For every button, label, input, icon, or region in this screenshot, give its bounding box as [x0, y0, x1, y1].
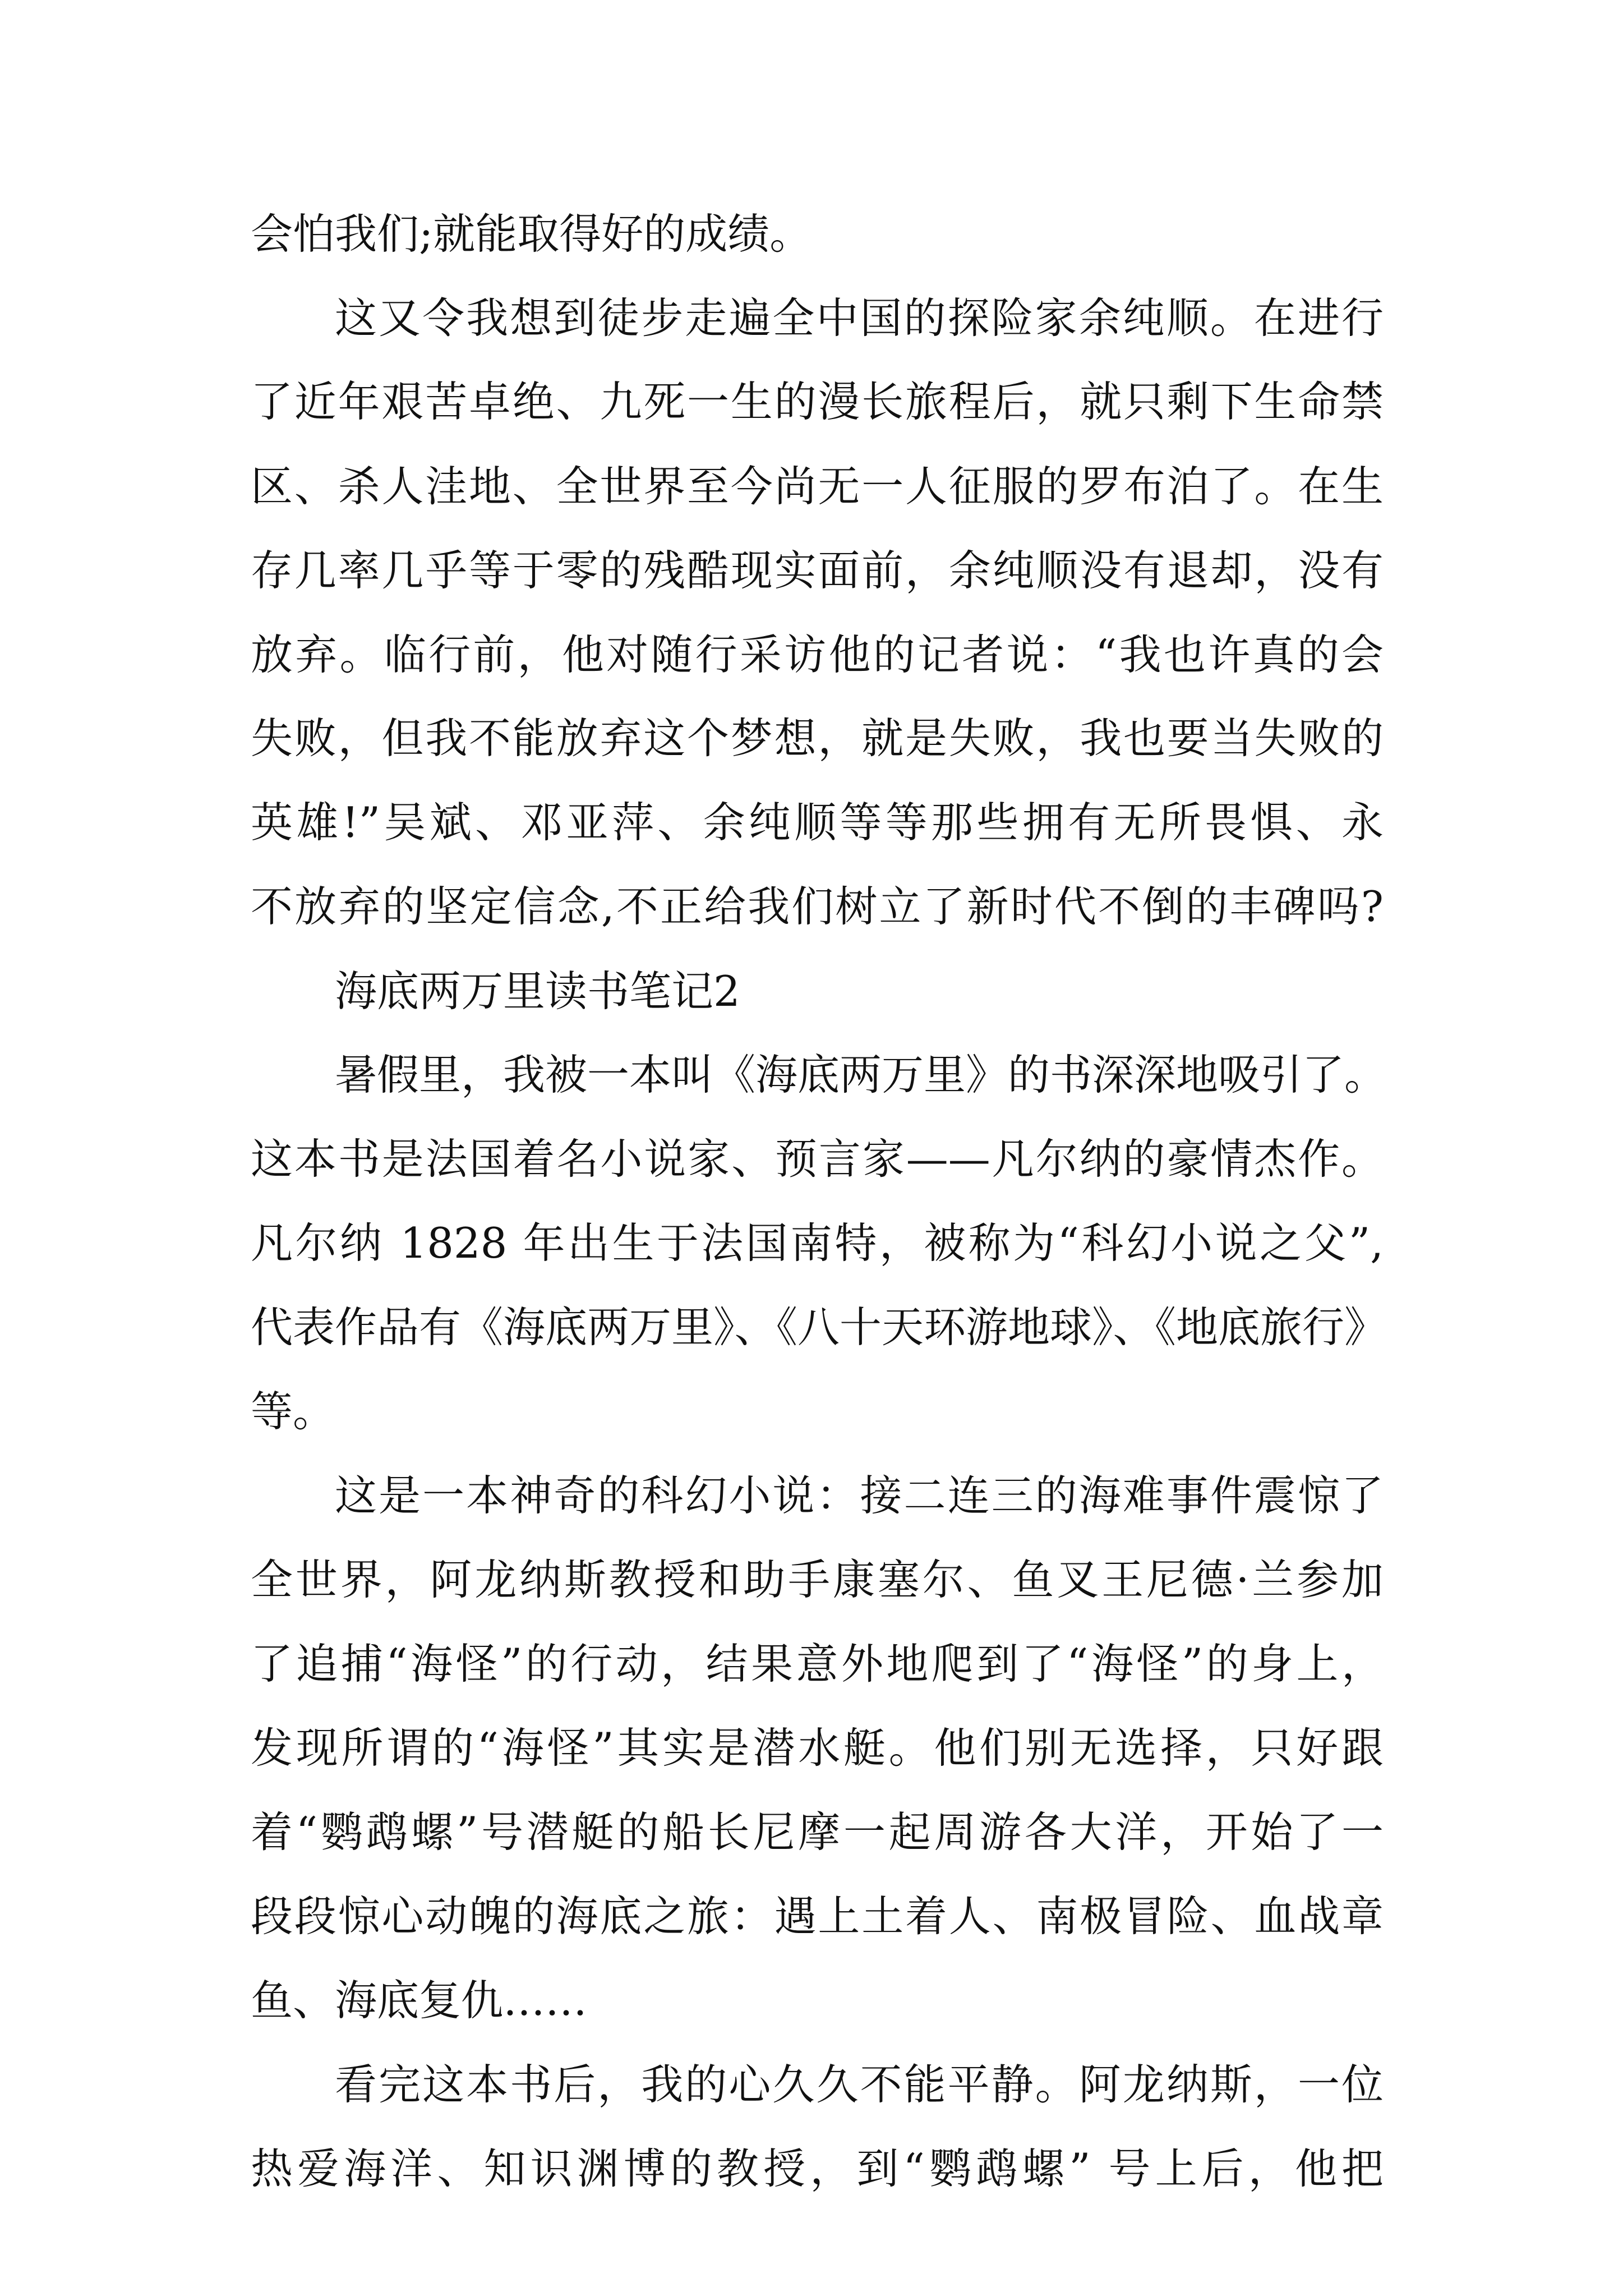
paragraph-line: 会怕我们;就能取得好的成绩。 — [251, 209, 812, 259]
paragraph-line: 看完这本书后，我的心久久不能平静。阿龙纳斯，一位 — [335, 2060, 1384, 2109]
paragraph-line: 这又令我想到徒步走遍全中国的探险家余纯顺。在进行 — [335, 293, 1384, 343]
paragraph-line: 放弃。临行前，他对随行采访他的记者说：“我也许真的会 — [251, 630, 1384, 679]
paragraph-line: 区、杀人洼地、全世界至今尚无一人征服的罗布泊了。在生 — [251, 462, 1384, 511]
paragraph-line: 全世界，阿龙纳斯教授和助手康塞尔、鱼叉王尼德·兰参加 — [251, 1555, 1384, 1604]
paragraph-line: 存几率几乎等于零的残酷现实面前，余纯顺没有退却，没有 — [251, 546, 1384, 595]
paragraph-line: 热爱海洋、知识渊博的教授，到“鹦鹉螺” 号上后，他把 — [251, 2144, 1384, 2193]
paragraph-line: 这本书是法国着名小说家、预言家——凡尔纳的豪情杰作。 — [251, 1134, 1384, 1184]
section-heading: 海底两万里读书笔记2 — [335, 967, 740, 1016]
paragraph-line: 代表作品有《海底两万里》、《八十天环游地球》、《地底旅行》 — [251, 1303, 1387, 1352]
paragraph-line: 了追捕“海怪”的行动，结果意外地爬到了“海怪”的身上， — [251, 1639, 1384, 1688]
paragraph-line: 段段惊心动魄的海底之旅：遇上土着人、南极冒险、血战章 — [251, 1892, 1384, 1941]
paragraph-line: 鱼、海底复仇…… — [251, 1976, 588, 2025]
paragraph-line: 失败，但我不能放弃这个梦想，就是失败，我也要当失败的 — [251, 714, 1384, 763]
paragraph-line: 这是一本神奇的科幻小说：接二连三的海难事件震惊了 — [335, 1471, 1384, 1520]
paragraph-line: 凡尔纳 1828 年出生于法国南特，被称为“科幻小说之父”, — [251, 1218, 1384, 1268]
paragraph-line: 英雄!”吴斌、邓亚萍、余纯顺等等那些拥有无所畏惧、永 — [251, 798, 1384, 847]
paragraph-line: 着“鹦鹉螺”号潜艇的船长尼摩一起周游各大洋，开始了一 — [251, 1807, 1384, 1857]
paragraph-line: 了近年艰苦卓绝、九死一生的漫长旅程后，就只剩下生命禁 — [251, 377, 1384, 426]
paragraph-line: 不放弃的坚定信念,不正给我们树立了新时代不倒的丰碑吗? — [251, 882, 1384, 931]
paragraph-line: 发现所谓的“海怪”其实是潜水艇。他们别无选择，只好跟 — [251, 1723, 1384, 1773]
paragraph-line: 暑假里，我被一本叫《海底两万里》的书深深地吸引了。 — [335, 1050, 1387, 1099]
paragraph-line: 等。 — [251, 1387, 335, 1436]
